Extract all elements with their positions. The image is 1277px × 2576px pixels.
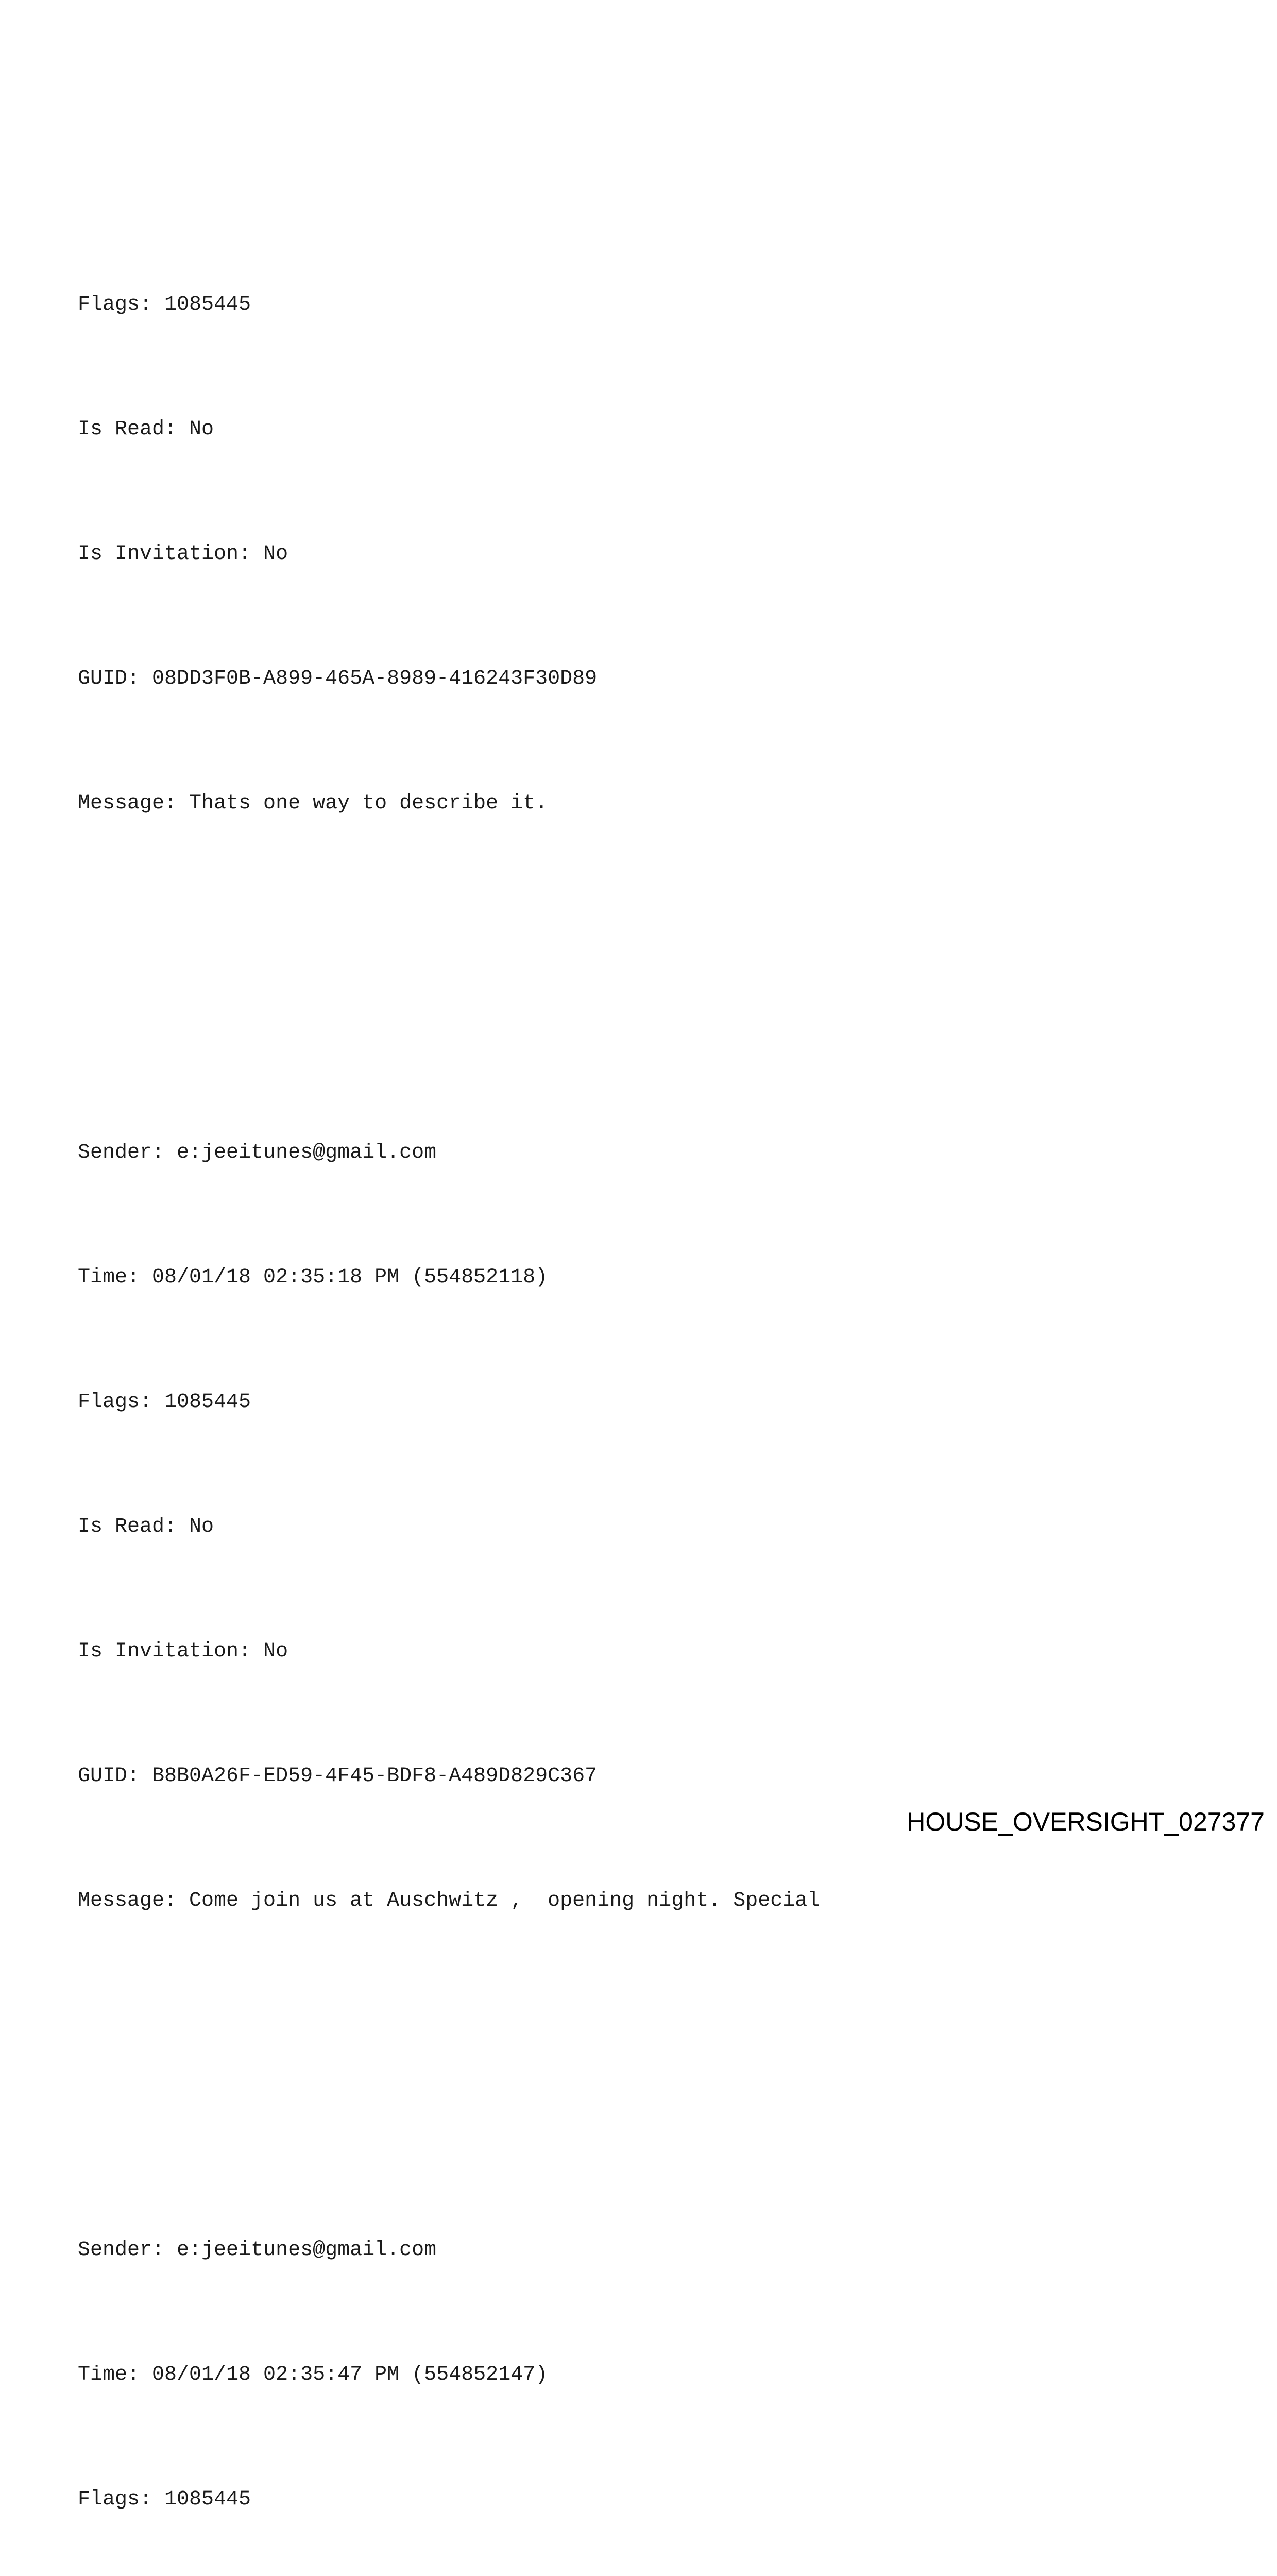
sender-line: Sender: e:jeeitunes@gmail.com [78, 2238, 437, 2262]
time-line: Time: 08/01/18 02:35:47 PM (554852147) [78, 2363, 548, 2386]
message-record [78, 2146, 1211, 2576]
bates-number: HOUSE_OVERSIGHT_027377 [907, 1807, 1265, 1836]
sender-line: Sender: e:jeeitunes@gmail.com [78, 1141, 437, 1164]
message-line: Message: Come join us at Auschwitz , opening night. Special [78, 1889, 820, 1913]
is-invitation-line: Is Invitation: No [78, 1639, 288, 1663]
is-read-line: Is Read: No [78, 1515, 214, 1538]
flags-line: Flags: 1085445 [78, 293, 251, 316]
message-record [78, 1049, 1211, 2005]
message-record [78, 201, 1211, 908]
message-log [78, 76, 1211, 2576]
time-line: Time: 08/01/18 02:35:18 PM (554852118) [78, 1265, 548, 1289]
guid-line: GUID: B8B0A26F-ED59-4F45-BDF8-A489D829C367 [78, 1764, 598, 1788]
is-invitation-line: Is Invitation: No [78, 542, 288, 566]
flags-line: Flags: 1085445 [78, 2487, 251, 2511]
flags-line: Flags: 1085445 [78, 1390, 251, 1414]
guid-line: GUID: 08DD3F0B-A899-465A-8989-416243F30D89 [78, 667, 598, 690]
is-read-line: Is Read: No [78, 417, 214, 441]
message-line: Message: Thats one way to describe it. [78, 791, 548, 815]
